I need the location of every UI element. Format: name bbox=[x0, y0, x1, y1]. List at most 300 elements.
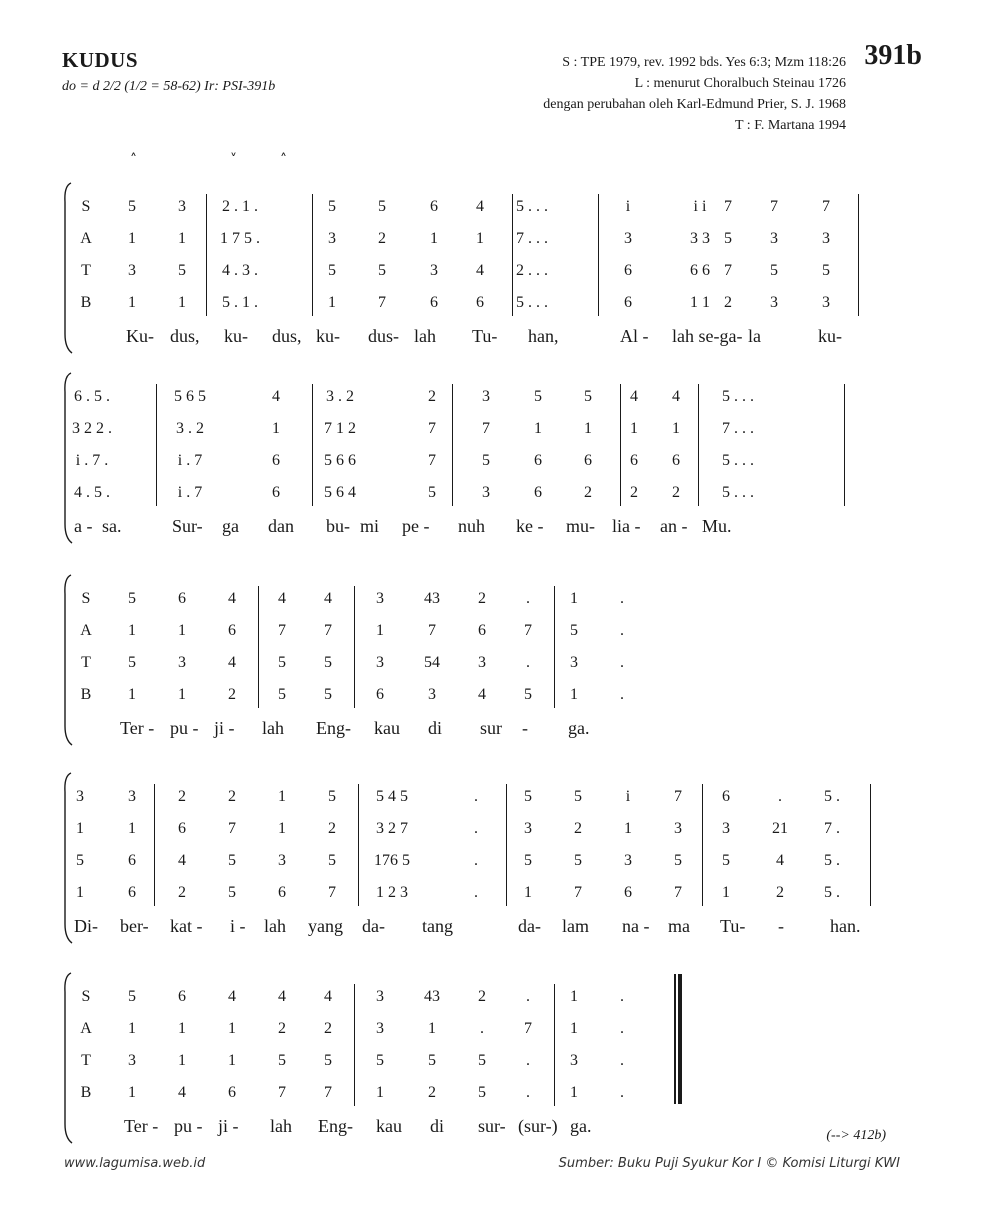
lyric-syllable: sa. bbox=[102, 516, 122, 536]
note-cell: 1 bbox=[570, 686, 578, 703]
note-cell: . bbox=[526, 590, 530, 607]
note-cell: 1 bbox=[428, 1020, 436, 1037]
note-cell: 2 . 1 . bbox=[222, 198, 258, 215]
note-cell: 6 bbox=[478, 622, 486, 639]
note-cell: 3 bbox=[376, 654, 384, 671]
note-cell: 5 bbox=[376, 1052, 384, 1069]
note-cell: 3 . 2 bbox=[326, 388, 354, 405]
lyric-syllable: Mu. bbox=[702, 516, 732, 536]
note-cell: 1 bbox=[178, 1052, 186, 1069]
barline bbox=[156, 384, 157, 506]
lyric-syllable: Ter - bbox=[124, 1116, 159, 1136]
final-barline bbox=[678, 974, 682, 1104]
note-cell: 5 bbox=[324, 1052, 332, 1069]
header-left bbox=[62, 48, 275, 95]
barline bbox=[312, 194, 313, 316]
barline bbox=[512, 194, 513, 316]
lyric-syllable: lah bbox=[262, 718, 284, 738]
voice-label: S bbox=[81, 198, 91, 215]
note-cell: 1 bbox=[178, 294, 186, 311]
note-cell: 3 bbox=[376, 1020, 384, 1037]
barline bbox=[354, 984, 355, 1106]
note-cell: 7 . . . bbox=[722, 420, 754, 437]
note-cell: 3 bbox=[624, 230, 632, 247]
barline bbox=[258, 586, 259, 708]
note-cell: 5 bbox=[524, 686, 532, 703]
note-cell: 7 bbox=[228, 820, 236, 837]
voice-row-soprano bbox=[62, 788, 874, 812]
note-cell: 5 bbox=[428, 484, 436, 501]
note-cell: 5 bbox=[584, 388, 592, 405]
note-cell: 1 bbox=[128, 686, 136, 703]
note-cell: 1 bbox=[570, 1020, 578, 1037]
note-cell: 4 bbox=[272, 388, 280, 405]
note-cell: 5 . bbox=[824, 788, 840, 805]
note-cell: 4 bbox=[228, 988, 236, 1005]
note-cell: 1 bbox=[128, 622, 136, 639]
note-cell: 2 bbox=[378, 230, 386, 247]
lyric-syllable: - bbox=[522, 718, 528, 738]
note-cell: . bbox=[620, 1052, 624, 1069]
note-cell: 2 bbox=[178, 884, 186, 901]
note-cell: 1 1 bbox=[690, 294, 710, 311]
note-cell: 21 bbox=[772, 820, 788, 837]
note-cell: 3 bbox=[822, 294, 830, 311]
note-cell: 3 bbox=[278, 852, 286, 869]
note-cell: 7 . bbox=[824, 820, 840, 837]
note-cell: 3 bbox=[482, 484, 490, 501]
hymn-title: KUDUS bbox=[62, 48, 139, 72]
accent-mark: ˄ bbox=[130, 152, 137, 168]
note-cell: 1 bbox=[328, 294, 336, 311]
note-cell: 5 bbox=[278, 1052, 286, 1069]
note-cell: 3 bbox=[770, 294, 778, 311]
note-cell: 1 bbox=[376, 1084, 384, 1101]
note-cell: 6 bbox=[228, 1084, 236, 1101]
note-cell: 5 bbox=[128, 198, 136, 215]
note-cell: 4 bbox=[476, 198, 484, 215]
lyric-syllable: kau bbox=[374, 718, 400, 738]
voice-row-soprano bbox=[62, 198, 874, 222]
note-cell: 5 bbox=[278, 686, 286, 703]
note-cell: 2 bbox=[478, 988, 486, 1005]
voice-row-alto bbox=[62, 820, 874, 844]
voice-row-alto bbox=[62, 1020, 874, 1044]
note-cell: 5 . . . bbox=[722, 452, 754, 469]
note-cell: . bbox=[620, 686, 624, 703]
note-cell: 2 bbox=[178, 788, 186, 805]
voice-row-bass bbox=[62, 686, 874, 710]
lyric-syllable: ma bbox=[668, 916, 690, 936]
note-cell: 5 bbox=[328, 198, 336, 215]
note-cell: 1 bbox=[278, 820, 286, 837]
voice-row-tenor bbox=[62, 852, 874, 876]
note-cell: 5 4 5 bbox=[376, 788, 408, 805]
note-cell: 6 bbox=[630, 452, 638, 469]
note-cell: . bbox=[526, 654, 530, 671]
lyric-syllable: la bbox=[748, 326, 761, 346]
note-cell: 3 bbox=[524, 820, 532, 837]
note-cell: 3 bbox=[178, 654, 186, 671]
voice-label: S bbox=[81, 590, 91, 607]
note-cell: 6 bbox=[430, 198, 438, 215]
note-cell: 4 bbox=[672, 388, 680, 405]
note-cell: 1 bbox=[178, 1020, 186, 1037]
note-cell: i i bbox=[693, 198, 707, 215]
barline bbox=[858, 194, 859, 316]
barline bbox=[870, 784, 871, 906]
voice-label: S bbox=[81, 988, 91, 1005]
note-cell: 7 1 2 bbox=[324, 420, 356, 437]
note-cell: 2 bbox=[324, 1020, 332, 1037]
voice-label: A bbox=[80, 230, 92, 247]
barline bbox=[452, 384, 453, 506]
lyric-syllable: di bbox=[428, 718, 443, 738]
note-cell: 7 bbox=[428, 622, 436, 639]
note-cell: 5 . 1 . bbox=[222, 294, 258, 311]
lyric-syllable: lia - bbox=[612, 516, 641, 536]
lyrics-line bbox=[62, 718, 874, 744]
note-cell: 6 bbox=[228, 622, 236, 639]
lyric-syllable: na - bbox=[622, 916, 650, 936]
note-cell: 5 bbox=[378, 262, 386, 279]
lyric-syllable: ku- bbox=[316, 326, 340, 346]
lyric-syllable: lah bbox=[270, 1116, 292, 1136]
note-cell: 6 bbox=[128, 852, 136, 869]
lyric-syllable: da- bbox=[518, 916, 541, 936]
note-cell: 7 bbox=[324, 1084, 332, 1101]
note-cell: 7 bbox=[724, 198, 732, 215]
note-cell: 1 bbox=[228, 1020, 236, 1037]
barline bbox=[506, 784, 507, 906]
lyric-syllable: pe - bbox=[402, 516, 430, 536]
note-cell: 1 bbox=[570, 1084, 578, 1101]
note-cell: . bbox=[620, 988, 624, 1005]
barline bbox=[206, 194, 207, 316]
note-cell: i . 7 . bbox=[75, 452, 109, 469]
note-cell: 6 bbox=[178, 820, 186, 837]
lyric-syllable: Ter - bbox=[120, 718, 155, 738]
note-cell: 6 bbox=[278, 884, 286, 901]
note-cell: 1 bbox=[178, 686, 186, 703]
lyric-syllable: mu- bbox=[566, 516, 595, 536]
note-cell: . bbox=[474, 852, 478, 869]
note-cell: 3 bbox=[128, 788, 136, 805]
note-cell: 1 7 5 . bbox=[220, 230, 260, 247]
lyric-syllable: lah se-ga- bbox=[672, 326, 743, 346]
note-cell: . bbox=[474, 884, 478, 901]
note-cell: 4 bbox=[476, 262, 484, 279]
accent-mark: ˄ bbox=[280, 152, 287, 168]
lyric-syllable: ku- bbox=[818, 326, 842, 346]
lyric-syllable: dus- bbox=[368, 326, 399, 346]
note-cell: 1 bbox=[228, 1052, 236, 1069]
lyric-syllable: Tu- bbox=[720, 916, 746, 936]
lyric-syllable: pu - bbox=[174, 1116, 203, 1136]
lyric-syllable: kau bbox=[376, 1116, 402, 1136]
note-cell: 4 . 3 . bbox=[222, 262, 258, 279]
note-cell: 5 bbox=[822, 262, 830, 279]
lyric-syllable: Eng- bbox=[316, 718, 351, 738]
note-cell: 3 bbox=[428, 686, 436, 703]
lyric-syllable: Sur- bbox=[172, 516, 203, 536]
lyric-syllable: Di- bbox=[74, 916, 98, 936]
voice-label: T bbox=[81, 654, 91, 671]
note-cell: 6 bbox=[272, 452, 280, 469]
note-cell: . bbox=[620, 1084, 624, 1101]
note-cell: 3 2 7 bbox=[376, 820, 408, 837]
lyric-syllable: di bbox=[430, 1116, 445, 1136]
note-cell: 1 bbox=[570, 590, 578, 607]
note-cell: 4 bbox=[228, 590, 236, 607]
note-cell: 2 bbox=[724, 294, 732, 311]
note-cell: 5 6 6 bbox=[324, 452, 356, 469]
note-cell: 7 bbox=[378, 294, 386, 311]
note-cell: 3 . 2 bbox=[176, 420, 204, 437]
barline bbox=[554, 586, 555, 708]
lyric-syllable: dan bbox=[268, 516, 294, 536]
note-cell: 6 bbox=[376, 686, 384, 703]
note-cell: 1 bbox=[128, 230, 136, 247]
note-cell: 1 bbox=[128, 820, 136, 837]
note-cell: 7 bbox=[428, 452, 436, 469]
voice-row-tenor bbox=[62, 1052, 874, 1076]
voice-row-tenor bbox=[62, 452, 874, 476]
lyric-syllable: a - bbox=[74, 516, 93, 536]
final-barline bbox=[674, 974, 676, 1104]
note-cell: 6 bbox=[178, 590, 186, 607]
note-cell: 3 bbox=[376, 988, 384, 1005]
lyrics-line bbox=[62, 326, 874, 352]
note-cell: i . 7 bbox=[177, 452, 203, 469]
credit-line-translation: T : F. Martana 1994 bbox=[735, 118, 846, 133]
note-cell: 2 bbox=[478, 590, 486, 607]
lyric-syllable: i - bbox=[230, 916, 246, 936]
voice-row-bass bbox=[62, 884, 874, 908]
lyric-syllable: ber- bbox=[120, 916, 149, 936]
voice-label: B bbox=[80, 686, 92, 703]
lyrics-line bbox=[62, 516, 874, 542]
system-1 bbox=[62, 150, 874, 348]
note-cell: 43 bbox=[424, 988, 440, 1005]
note-cell: . bbox=[620, 654, 624, 671]
credits-block bbox=[543, 52, 846, 136]
lyric-syllable: lah bbox=[414, 326, 436, 346]
voice-row-soprano bbox=[62, 988, 874, 1012]
voice-row-soprano bbox=[62, 388, 874, 412]
note-cell: 6 bbox=[672, 452, 680, 469]
note-cell: 6 bbox=[624, 262, 632, 279]
voice-row-tenor bbox=[62, 262, 874, 286]
note-cell: . bbox=[526, 1084, 530, 1101]
note-cell: 7 bbox=[724, 262, 732, 279]
voice-row-tenor bbox=[62, 654, 874, 678]
note-cell: 1 bbox=[570, 988, 578, 1005]
note-cell: 5 bbox=[328, 852, 336, 869]
voice-row-alto bbox=[62, 622, 874, 646]
system-4 bbox=[62, 770, 874, 938]
lyric-syllable: (sur-) bbox=[518, 1116, 558, 1136]
note-cell: 3 bbox=[328, 230, 336, 247]
note-cell: 3 3 bbox=[690, 230, 710, 247]
note-cell: 3 bbox=[76, 788, 84, 805]
lyric-syllable: - bbox=[778, 916, 784, 936]
note-cell: . bbox=[778, 788, 782, 805]
voice-row-alto bbox=[62, 420, 874, 444]
note-cell: . bbox=[526, 1052, 530, 1069]
note-cell: 3 2 2 . bbox=[72, 420, 112, 437]
lyric-syllable: Ku- bbox=[126, 326, 154, 346]
lyric-syllable: pu - bbox=[170, 718, 199, 738]
lyric-syllable: dus, bbox=[272, 326, 302, 346]
note-cell: 7 bbox=[482, 420, 490, 437]
website-footer: www.lagumisa.web.id bbox=[64, 1156, 206, 1171]
note-cell: 5 . . . bbox=[722, 484, 754, 501]
note-cell: 1 bbox=[76, 820, 84, 837]
see-also-reference: (--> 412b) bbox=[826, 1128, 886, 1143]
note-cell: 5 bbox=[534, 388, 542, 405]
note-cell: i . 7 bbox=[177, 484, 203, 501]
note-cell: 2 bbox=[630, 484, 638, 501]
note-cell: 54 bbox=[424, 654, 440, 671]
note-cell: 5 bbox=[724, 230, 732, 247]
voice-row-bass bbox=[62, 294, 874, 318]
note-cell: 1 bbox=[128, 1020, 136, 1037]
voice-row-bass bbox=[62, 484, 874, 508]
note-cell: 1 bbox=[128, 294, 136, 311]
note-cell: 6 bbox=[722, 788, 730, 805]
note-cell: 176 5 bbox=[374, 852, 410, 869]
lyric-syllable: ji - bbox=[214, 718, 235, 738]
note-cell: 1 2 3 bbox=[376, 884, 408, 901]
note-cell: 5 bbox=[178, 262, 186, 279]
note-cell: . bbox=[526, 988, 530, 1005]
note-cell: 3 bbox=[430, 262, 438, 279]
note-cell: . bbox=[474, 788, 478, 805]
note-cell: 3 bbox=[178, 198, 186, 215]
lyric-syllable: ga bbox=[222, 516, 239, 536]
note-cell: 3 bbox=[128, 1052, 136, 1069]
note-cell: 5 bbox=[478, 1084, 486, 1101]
note-cell: 5 bbox=[76, 852, 84, 869]
note-cell: 7 bbox=[524, 1020, 532, 1037]
note-cell: 5 . bbox=[824, 852, 840, 869]
note-cell: . bbox=[480, 1020, 484, 1037]
note-cell: 7 bbox=[674, 788, 682, 805]
note-cell: 5 bbox=[482, 452, 490, 469]
note-cell: 7 bbox=[278, 622, 286, 639]
note-cell: 1 bbox=[524, 884, 532, 901]
note-cell: 4 bbox=[630, 388, 638, 405]
voice-label: A bbox=[80, 1020, 92, 1037]
voice-row-soprano bbox=[62, 590, 874, 614]
note-cell: 5 bbox=[228, 884, 236, 901]
note-cell: 5 bbox=[722, 852, 730, 869]
note-cell: 6 bbox=[624, 884, 632, 901]
note-cell: 5 bbox=[228, 852, 236, 869]
note-cell: 3 bbox=[570, 654, 578, 671]
note-cell: 3 bbox=[674, 820, 682, 837]
note-cell: 1 bbox=[128, 1084, 136, 1101]
lyric-syllable: Eng- bbox=[318, 1116, 353, 1136]
note-cell: 7 bbox=[770, 198, 778, 215]
lyric-syllable: ga. bbox=[570, 1116, 592, 1136]
voice-label: T bbox=[81, 1052, 91, 1069]
system-3 bbox=[62, 572, 874, 740]
note-cell: 1 bbox=[630, 420, 638, 437]
note-cell: 5 bbox=[428, 1052, 436, 1069]
note-cell: 1 bbox=[76, 884, 84, 901]
note-cell: 3 bbox=[478, 654, 486, 671]
lyric-syllable: kat - bbox=[170, 916, 203, 936]
note-cell: 3 bbox=[770, 230, 778, 247]
note-cell: . bbox=[620, 622, 624, 639]
note-cell: 5 . . . bbox=[516, 198, 548, 215]
note-cell: 2 bbox=[328, 820, 336, 837]
note-cell: 6 bbox=[624, 294, 632, 311]
note-cell: 6 bbox=[430, 294, 438, 311]
lyrics-line bbox=[62, 1116, 874, 1142]
note-cell: 3 bbox=[722, 820, 730, 837]
lyric-syllable: Tu- bbox=[472, 326, 498, 346]
system-5 bbox=[62, 970, 874, 1138]
note-cell: 5 6 4 bbox=[324, 484, 356, 501]
note-cell: 5 bbox=[128, 988, 136, 1005]
note-cell: 5 6 5 bbox=[174, 388, 206, 405]
barline bbox=[312, 384, 313, 506]
note-cell: 1 bbox=[722, 884, 730, 901]
note-cell: . bbox=[474, 820, 478, 837]
voice-label: B bbox=[80, 1084, 92, 1101]
note-cell: 5 bbox=[770, 262, 778, 279]
note-cell: 2 bbox=[672, 484, 680, 501]
note-cell: 5 bbox=[378, 198, 386, 215]
note-cell: 2 bbox=[584, 484, 592, 501]
note-cell: 5 bbox=[328, 788, 336, 805]
note-cell: 7 bbox=[324, 622, 332, 639]
lyric-syllable: da- bbox=[362, 916, 385, 936]
note-cell: 3 bbox=[822, 230, 830, 247]
note-cell: 5 bbox=[574, 788, 582, 805]
credit-line-music: L : menurut Choralbuch Steinau 1726 bbox=[634, 76, 846, 91]
lyric-syllable: dus, bbox=[170, 326, 200, 346]
voice-label: B bbox=[80, 294, 92, 311]
lyric-syllable: yang bbox=[308, 916, 343, 936]
hymn-number: 391b bbox=[864, 40, 922, 71]
lyric-syllable: sur bbox=[480, 718, 502, 738]
note-cell: 1 bbox=[272, 420, 280, 437]
lyric-syllable: mi bbox=[360, 516, 380, 536]
lyric-syllable: ga. bbox=[568, 718, 590, 738]
barline bbox=[698, 384, 699, 506]
note-cell: 5 bbox=[574, 852, 582, 869]
note-cell: 4 bbox=[278, 988, 286, 1005]
note-cell: 7 bbox=[674, 884, 682, 901]
note-cell: 43 bbox=[424, 590, 440, 607]
note-cell: 3 bbox=[482, 388, 490, 405]
barline bbox=[154, 784, 155, 906]
note-cell: 5 bbox=[278, 654, 286, 671]
note-cell: 6 bbox=[534, 452, 542, 469]
note-cell: 4 bbox=[478, 686, 486, 703]
lyrics-line bbox=[62, 916, 874, 942]
note-cell: 1 bbox=[430, 230, 438, 247]
lyric-syllable: Al - bbox=[620, 326, 649, 346]
note-cell: 3 bbox=[624, 852, 632, 869]
lyric-syllable: lam bbox=[562, 916, 589, 936]
note-cell: 5 . bbox=[824, 884, 840, 901]
barline bbox=[358, 784, 359, 906]
